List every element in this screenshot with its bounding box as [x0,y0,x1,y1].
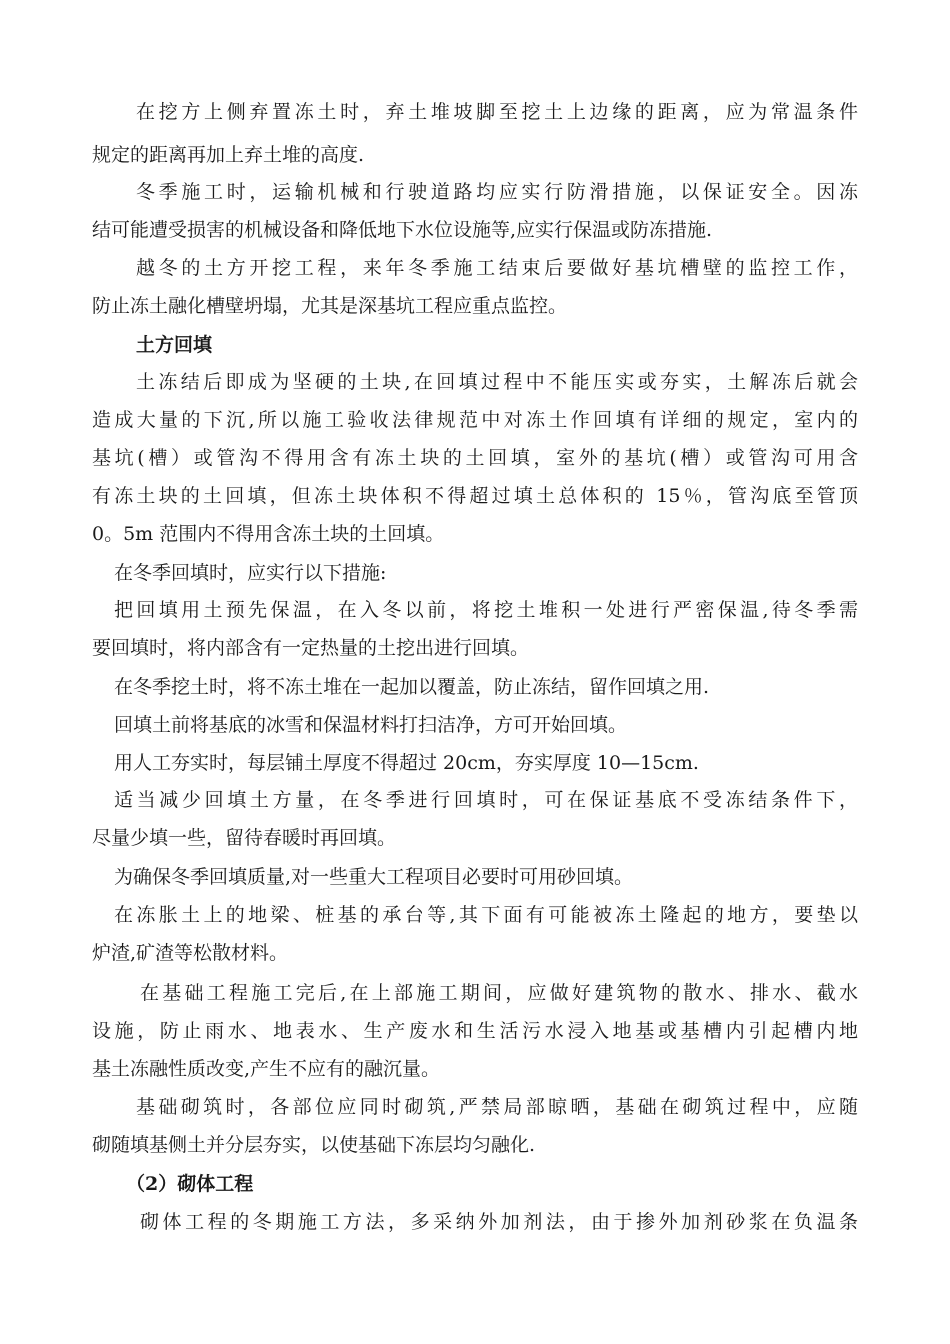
text-line: 结可能遭受损害的机械设备和降低地下水位设施等,应实行保温或防冻措施. [92,219,713,241]
text-line: 有冻土块的土回填，但冻土块体积不得超过填土总体积的 15％，管沟底至管顶 [92,485,858,507]
text-line: 基土冻融性质改变,产生不应有的融沉量。 [92,1058,441,1080]
text-line: 在冬季回填时，应实行以下措施: [114,562,387,584]
text-line: 设施，防止雨水、地表水、生产废水和生活污水浸入地基或基槽内引起槽内地 [92,1020,858,1042]
text-line: 炉渣,矿渣等松散材料。 [92,942,289,964]
text-line: 规定的距离再加上弃土堆的高度. [92,144,365,166]
text-line: 回填土前将基底的冰雪和保温材料打扫洁净，方可开始回填。 [114,714,628,736]
text-line: 防止冻土融化槽壁坍塌，尤其是深基坑工程应重点监控。 [92,295,568,317]
text-line: 在冬季挖土时，将不冻土堆在一起加以覆盖，防止冻结，留作回填之用. [114,676,710,698]
text-line: 适当减少回填土方量，在冬季进行回填时，可在保证基底不受冻结条件下， [114,789,858,811]
text-line: 要回填时，将内部含有一定热量的土挖出进行回填。 [92,637,530,659]
text-line: 把回填用土预先保温，在入冬以前，将挖土堆积一处进行严密保温,待冬季需 [114,599,858,621]
text-line: 基坑(槽）或管沟不得用含有冻土块的土回填，室外的基坑(槽）或管沟可用含 [92,447,858,469]
text-line: 在基础工程施工完后,在上部施工期间，应做好建筑物的散水、排水、截水 [140,982,858,1004]
text-line: 在冻胀土上的地梁、桩基的承台等,其下面有可能被冻土隆起的地方，要垫以 [114,904,858,926]
text-line: 砌随填基侧土并分层夯实，以使基础下冻层均匀融化. [92,1134,536,1156]
text-line: 在挖方上侧弃置冻土时，弃土堆坡脚至挖土上边缘的距离，应为常温条件 [136,101,858,123]
text-line: 基础砌筑时，各部位应同时砌筑,严禁局部晾晒，基础在砌筑过程中，应随 [136,1096,858,1118]
text-line: 为确保冬季回填质量,对一些重大工程项目必要时可用砂回填。 [114,866,634,888]
section-heading: （2）砌体工程 [126,1173,254,1195]
text-line: 用人工夯实时，每层铺土厚度不得超过 20cm，夯实厚度 10—15cm. [114,752,699,774]
text-line: 造成大量的下沉,所以施工验收法律规范中对冻土作回填有详细的规定，室内的 [92,409,858,431]
text-line: 砌体工程的冬期施工方法，多采纳外加剂法，由于掺外加剂砂浆在负温条 [140,1211,858,1233]
text-line: 越冬的土方开挖工程，来年冬季施工结束后要做好基坑槽壁的监控工作， [136,257,858,279]
text-line: 冬季施工时，运输机械和行驶道路均应实行防滑措施，以保证安全。因冻 [136,181,858,203]
text-line: 尽量少填一些，留待春暖时再回填。 [92,827,397,849]
text-line: 0。5m 范围内不得用含冻土块的土回填。 [92,523,445,545]
text-line: 土冻结后即成为坚硬的土块,在回填过程中不能压实或夯实，土解冻后就会 [136,371,858,393]
section-heading: 土方回填 [136,334,213,356]
